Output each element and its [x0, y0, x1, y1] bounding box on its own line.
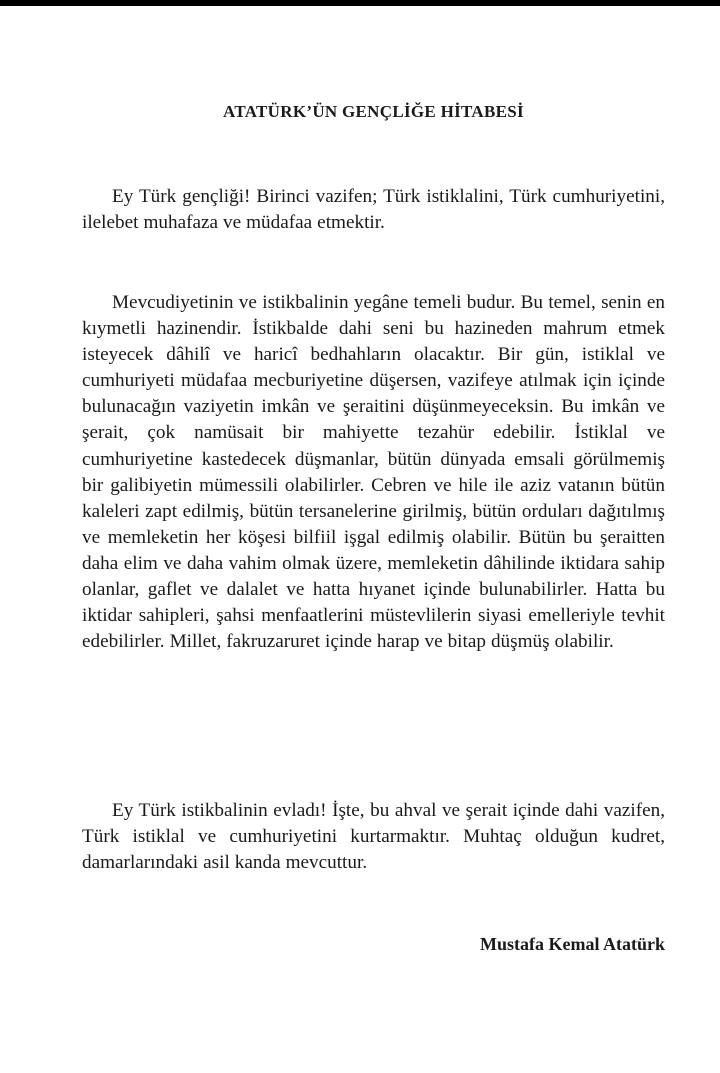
paragraph-1: Ey Türk gençliği! Birinci vazifen; Türk istiklalini, Türk cumhuriyetini, ilelebet muhafaza ve müdafaa etmektir.: [82, 186, 665, 234]
signature: Mustafa Kemal Atatürk: [480, 934, 665, 954]
document-title: ATATÜRK’ÜN GENÇLİĞE HİTABESİ: [223, 102, 524, 121]
paragraph-3: Ey Türk istikbalinin evladı! İşte, bu ahval ve şerait içinde dahi vazifen, Türk istiklal ve cumhuriyetini kurtarmaktır. Muhtaç olduğun kudret, damarlarındaki asil kanda mevcuttur.: [82, 800, 665, 874]
top-edge-bar: [0, 0, 720, 6]
paragraph-2: Mevcudiyetinin ve istikbalinin yegâne temeli budur. Bu temel, senin en kıymetli hazinendir. İstikbalde dahi seni bu hazineden mahrum etmek isteyecek dâhilî ve haricî bedhahların olacaktır. Bir gün, istiklal ve cumhuriyeti müdafaa mecburiyetine düşersen, vazifeye atılmak için içinde bulunacağın vaziyetin imkân ve şeraitini düşünmeyeceksin. Bu imkân ve şerait, çok namüsait bir mahiyette tezahür edebilir. İstiklal ve cumhuriyetine kastedecek düşmanlar, bütün dünyada emsali görülmemiş bir galibiyetin mümessili olabilirler. Cebren ve hile ile aziz vatanın bütün kaleleri zapt edilmiş, bütün tersanelerine girilmiş, bütün orduları dağıtılmış ve memleketin her köşesi bilfiil işgal edilmiş olabilir. Bütün bu şeraitten daha elim ve daha vahim olmak üzere, memleketin dâhilinde iktidara sahip olanlar, gaflet ve dalalet ve hatta hıyanet içinde bulunabilirler. Hatta bu iktidar sahipleri, şahsi menfaatlerini müstevlilerin siyasi emelleriyle tevhit edebilirler. Millet, fakruzaruret içinde harap ve bitap düşmüş olabilir.: [82, 292, 665, 653]
